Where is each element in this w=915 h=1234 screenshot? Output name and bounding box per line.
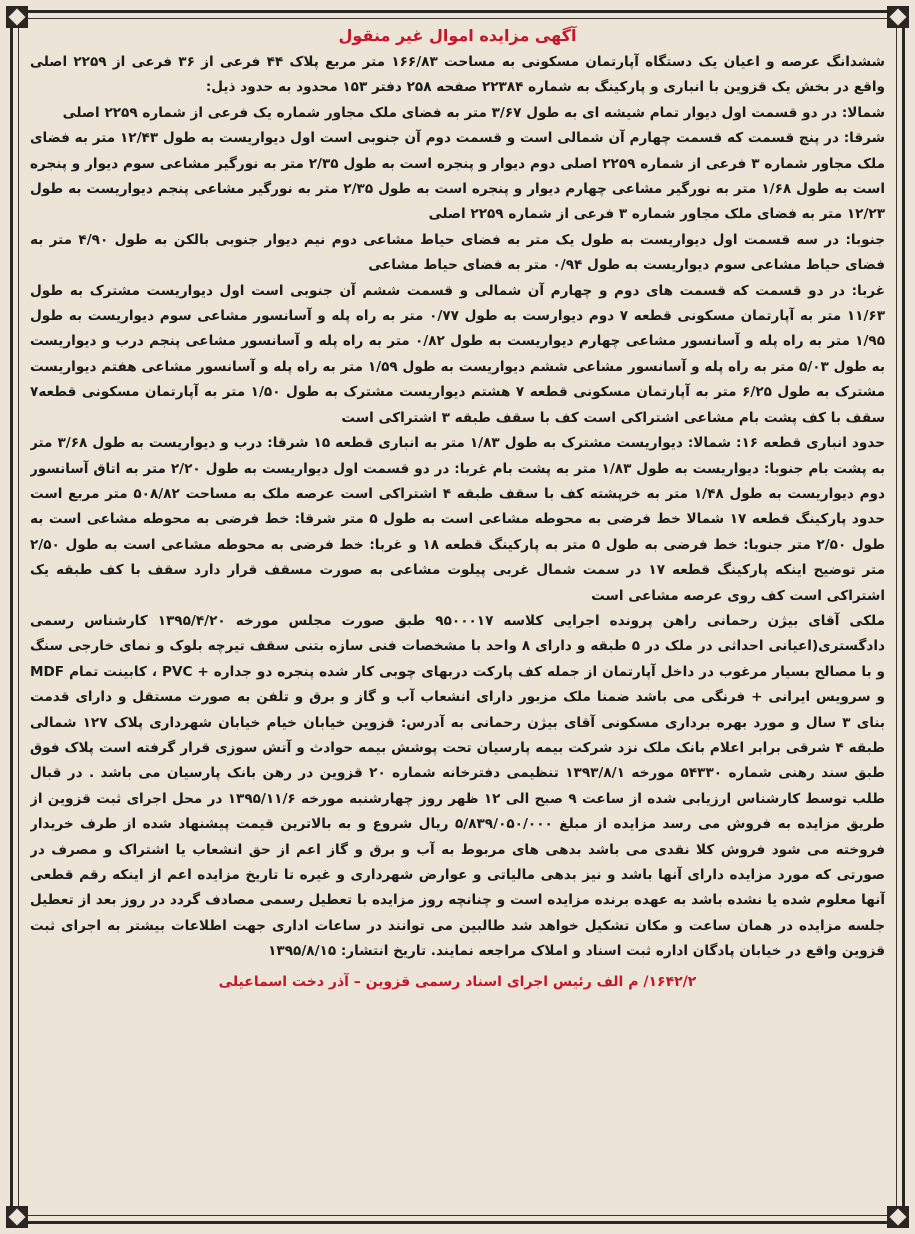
corner-ornament-top-left xyxy=(6,6,28,28)
notice-body xyxy=(30,24,885,1210)
paragraph-storage-parking-boundaries: حدود انباری قطعه ۱۶: شمالا: دیواریست مشترک به طول ۱/۸۳ متر به انباری قطعه ۱۵ شرقا: درب و دیواریست به طول ۳/۶۸ متر به پشت بام جنوبا: دیواریست به طول ۱/۸۳ متر به پشت بام غربا: در دو قسمت اول دیواریست به طول ۲/۲۰ متر به اتاق آسانسور دوم دیواریست به طول ۱/۴۸ متر به خرپشته کف با سقف طبقه ۴ اشتراکی است عرصه ملک به مساحت ۵۰۸/۸۲ متر مربع است حدود پارکینگ قطعه ۱۷ شمالا خط فرضی به محوطه مشاعی است به طول ۵ متر شرقا: خط فرضی به محوطه مشاعی است به طول ۲/۵۰ متر جنوبا: خط فرضی به طول ۵ متر به پارکینگ قطعه ۱۸ و غربا: خط فرضی به محوطه مشاعی است به طول ۲/۵۰ متر توضیح اینکه پارکینگ قطعه ۱۷ در سمت شمال غربی پیلوت مشاعی به صورت مسقف قرار دارد سقف با کف طبقه یک اشتراکی است کف روی عرصه مشاعی است xyxy=(30,435,885,604)
paragraph-east-boundary: شرقا: در پنج قسمت که قسمت چهارم آن شمالی است و قسمت دوم آن جنوبی است اول دیواریست به طول ۱۲/۴۳ متر به فضای ملک مجاور شماره ۳ فرعی از شماره ۲۲۵۹ اصلی دوم دیوار و پنجره است به طول ۲/۳۵ متر به نورگیر مشاعی سوم دیوار و پنجره است به طول ۱/۶۸ متر به نورگیر مشاعی چهارم دیوار و پنجره است به طول ۲/۳۵ متر به نورگیر مشاعی پنجم دیواریست به طول ۱۲/۲۳ متر به فضای ملک مجاور شماره ۳ فرعی از شماره ۲۲۵۹ اصلی xyxy=(30,130,885,223)
paragraph-property-description: ششدانگ عرصه و اعیان یک دستگاه آپارتمان مسکونی به مساحت ۱۶۶/۸۳ متر مربع پلاک ۴۴ فرعی از ۳۶ فرعی از ۲۲۵۹ اصلی واقع در بخش یک قزوین با انباری و پارکینگ به شماره ۲۲۳۸۴ صفحه ۲۵۸ دفتر ۱۵۳ محدود به حدود ذیل: xyxy=(30,54,885,96)
paragraph-auction-terms: ملکی آقای بیژن رحمانی راهن پرونده اجرایی کلاسه ۹۵۰۰۰۱۷ طبق صورت مجلس مورخه ۱۳۹۵/۴/۲۰ کارشناس رسمی دادگستری(اعیانی احداثی در ملک در ۵ طبقه و دارای ۸ واحد با مشخصات فنی سازه بتنی سقف تیرچه بلوک و نمای خارجی سنگ و با مصالح بسیار مرغوب در داخل آپارتمان از جمله کف پارکت دربهای چوبی کار شده پنجره دو جداره + PVC ، کابینت تمام MDF و سرویس ایرانی + فرنگی می باشد ضمنا ملک مزبور دارای انشعاب آب و گاز و برق و تلفن به صورت مستقل و دارای قدمت بنای ۳ سال و مورد بهره برداری مسکونی آقای بیژن رحمانی به آدرس: قزوین خیابان خیام خیابان شهرداری پلاک ۱۲۷ شمالی طبقه ۴ شرقی برابر اعلام بانک ملک نزد شرکت بیمه پارسیان تحت پوشش بیمه حوادث و آتش سوزی قرار گرفته است پلاک فوق طبق سند رهنی شماره ۵۴۳۳۰ مورخه ۱۳۹۳/۸/۱ تنظیمی دفترخانه شماره ۲۰ قزوین در رهن بانک پارسیان می باشد . در قبال طلب توسط کارشناس ارزیابی شده از ساعت ۹ صبح الی ۱۲ ظهر روز چهارشنبه مورخه ۱۳۹۵/۱۱/۶ در محل اجرای ثبت قزوین از طریق مزایده به فروش می رسد مزایده از مبلغ ۵/۸۳۹/۰۵۰/۰۰۰ ریال شروع و به بالاترین قیمت پیشنهاد شده از طرف خریدار فروخته می شود فروش کلا نقدی می باشد بدهی های مربوط به آب و برق و گاز اعم از حق انشعاب یا اشتراک و مصرف در صورتی که مورد مزایده دارای آنها باشد و نیز بدهی مالیاتی و عوارض شهرداری و غیره تا تاریخ مزایده اعم از اینکه رقم قطعی آنها معلوم شده یا نشده باشد به عهده برنده مزایده است و چنانچه روز مزایده با تعطیل رسمی مصادف گردد در روز بعد از تعطیل جلسه مزایده در همان ساعت و مکان تشکیل خواهد شد طالبین می توانند در ساعات اداری جهت اطلاعات بیشتر به اجرای ثبت قزوین واقع در خیابان پادگان اداره ثبت اسناد و املاک مراجعه نمایند. تاریخ انتشار: ۱۳۹۵/۸/۱۵ xyxy=(30,612,885,960)
paragraph-south-boundary: جنوبا: در سه قسمت اول دیواریست به طول یک متر به فضای حیاط مشاعی دوم نیم دیوار جنوبی بالکن به طول ۴/۹۰ متر به فضای حیاط مشاعی سوم دیواریست به طول ۰/۹۴ متر به فضای حیاط مشاعی xyxy=(30,231,885,274)
notice-signature: ۱۶۴۲/۲/ م الف رئیس اجرای اسناد رسمی قزوین – آذر دخت اسماعیلی xyxy=(218,973,697,990)
corner-ornament-top-right xyxy=(887,6,909,28)
paragraph-west-boundary: غربا: در دو قسمت که قسمت های دوم و چهارم آن شمالی و قسمت ششم آن جنوبی است اول دیواریست مشترک به طول ۱۱/۶۳ متر به آپارتمان مسکونی قطعه ۷ دوم دیوارست به طول ۰/۷۷ متر به راه پله و آسانسور مشاعی سوم دیواریست به طول ۱/۹۵ متر به راه پله و آسانسور مشاعی چهارم دیواریست به طول ۰/۸۲ متر به راه پله و آسانسور مشاعی پنجم درب و دیواریست به طول ۵/۰۳ متر به راه پله و آسانسور مشاعی ششم دیواریست به طول ۱/۵۹ متر به راه پله و آسانسور مشاعی هفتم دیواریست مشترک به طول ۶/۲۵ متر به آپارتمان مسکونی قطعه ۷ هشتم دیواریست مشترک به طول ۱/۵۰ متر به آپارتمان مسکونی قطعه۷ سقف با کف پشت بام مشاعی اشتراکی است کف با سقف طبقه ۳ اشتراکی است xyxy=(30,282,885,426)
paragraph-north-boundary: شمالا: در دو قسمت اول دیوار تمام شیشه ای به طول ۳/۶۷ متر به فضای ملک مجاور شماره یک فرعی از شماره ۲۲۵۹ اصلی xyxy=(62,104,885,121)
corner-ornament-bottom-left xyxy=(6,1206,28,1228)
notice-title: آگهی مزایده اموال غیر منقول xyxy=(338,26,577,45)
corner-ornament-bottom-right xyxy=(887,1206,909,1228)
